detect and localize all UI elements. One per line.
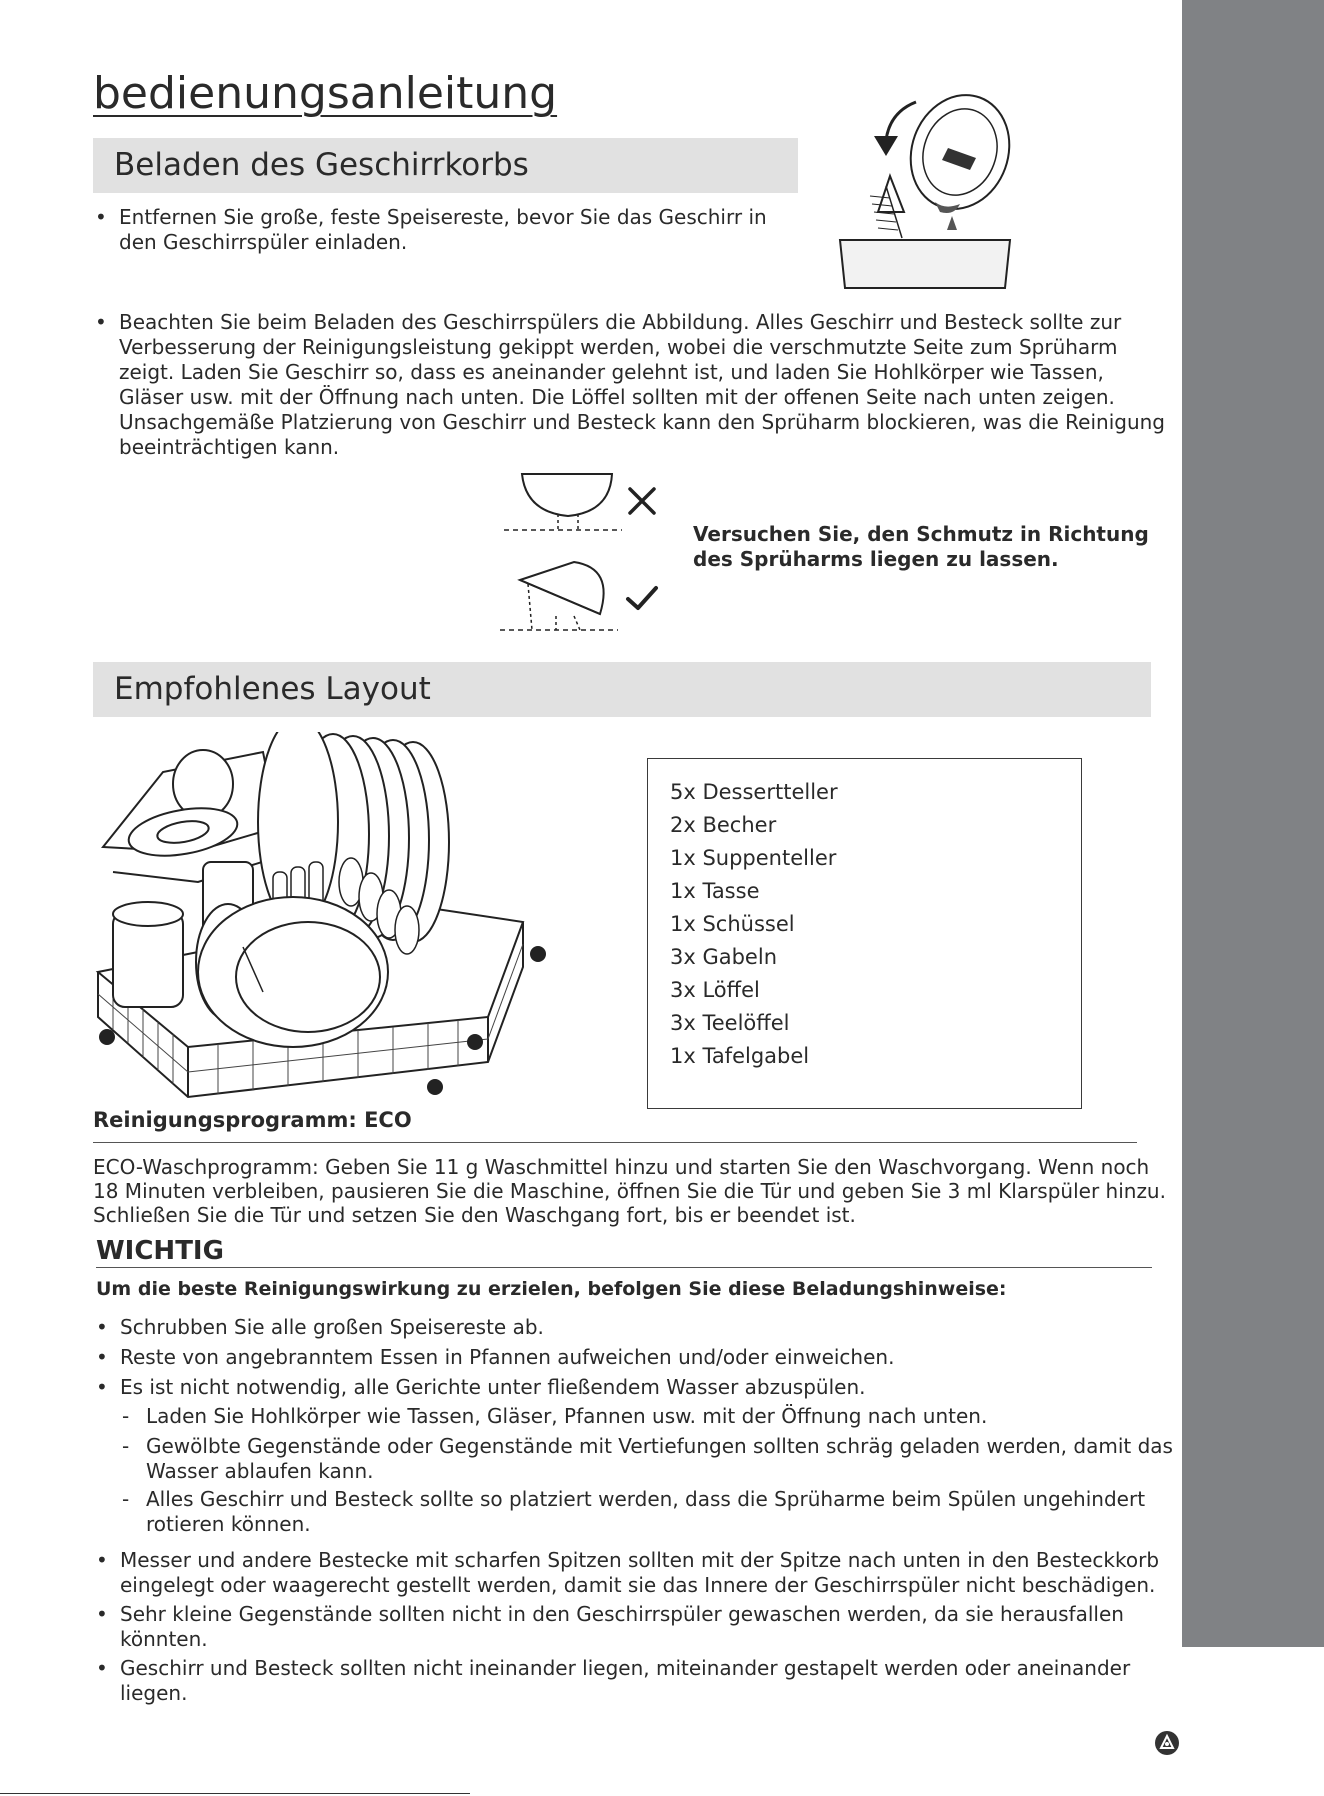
recommended-items-box xyxy=(647,758,1082,1109)
footer-line xyxy=(0,1793,470,1794)
important-bullet-2: • Reste von angebranntem Essen in Pfannen aufweichen und/oder einweichen. xyxy=(94,1345,1174,1370)
important-bullet-3: • Es ist nicht notwendig, alle Gerichte unter fließendem Wasser abzuspülen. xyxy=(94,1375,1174,1400)
loading-bullet-1: • Entfernen Sie große, feste Speisereste, bevor Sie das Geschirr in den Geschirrspüler einladen. xyxy=(93,205,808,255)
important-divider xyxy=(96,1267,1152,1268)
dishwasher-rack-illustration xyxy=(93,732,563,1112)
important-bullet-5: • Sehr kleine Gegenstände sollten nicht in den Geschirrspüler gewaschen werden, da sie herausfallen könnten. xyxy=(94,1602,1174,1652)
important-bullet-1: • Schrubben Sie alle großen Speisereste ab. xyxy=(94,1315,1174,1340)
eco-divider xyxy=(93,1142,1137,1143)
important-intro: Um die beste Reinigungswirkung zu erzielen, befolgen Sie diese Beladungshinweise: xyxy=(96,1278,1007,1300)
important-sub-3: - Alles Geschirr und Besteck sollte so platziert werden, dass die Sprüharme beim Spülen ungehindert rotieren können. xyxy=(120,1487,1182,1537)
important-sub-1: - Laden Sie Hohlkörper wie Tassen, Gläser, Pfannen usw. mit der Öffnung nach unten. xyxy=(120,1404,1182,1429)
side-color-bar xyxy=(1182,0,1324,1647)
inventory-item: 1x Tasse xyxy=(670,879,760,903)
inventory-item: 3x Teelöffel xyxy=(670,1011,790,1035)
inventory-item: 2x Becher xyxy=(670,813,777,837)
section-heading-layout: Empfohlenes Layout xyxy=(93,662,1151,717)
inventory-item: 3x Löffel xyxy=(670,978,760,1002)
cross-icon xyxy=(626,485,658,517)
loading-bullet-2: • Beachten Sie beim Beladen des Geschirrspülers die Abbildung. Alles Geschirr und Besteck sollte zur Verbesserung der Reinigungsleistung gekippt werden, wobei die verschmutzte Seite zum Sprüharm zeigt. Laden Sie Geschirr so, dass es aneinander gelehnt ist, und laden Sie Hohlkörper wie Tassen, Gläser usw. mit der Öffnung nach unten. Die Löffel sollten mit der offenen Seite nach unten zeigen. Unsachgemäße Platzierung von Geschirr und Besteck kann den Sprüharm blockieren, was die Reinigung beeinträchtigen kann. xyxy=(93,310,1173,460)
page-title: bedienungsanleitung xyxy=(93,68,558,119)
inventory-item: 3x Gabeln xyxy=(670,945,777,969)
bowl-wrong-illustration xyxy=(500,470,630,535)
important-heading: WICHTIG xyxy=(96,1236,224,1266)
section-heading-loading: Beladen des Geschirrkorbs xyxy=(93,138,798,193)
inventory-item: 5x Dessertteller xyxy=(670,780,838,804)
tip-text: Versuchen Sie, den Schmutz in Richtung des Sprüharms liegen zu lassen. xyxy=(693,522,1149,571)
inventory-item: 1x Tafelgabel xyxy=(670,1044,810,1068)
inventory-item: 1x Suppenteller xyxy=(670,846,837,870)
important-sub-2: - Gewölbte Gegenstände oder Gegenstände mit Vertiefungen sollten schräg geladen werden, damit das Wasser ablaufen kann. xyxy=(120,1434,1182,1484)
important-bullet-4: • Messer und andere Bestecke mit scharfen Spitzen sollten mit der Spitze nach unten in den Besteckkorb eingelegt oder waagerecht gestellt werden, damit sie das Innere der Geschirrspüler nicht beschädigen. xyxy=(94,1548,1174,1598)
eco-heading: Reinigungsprogramm: ECO xyxy=(93,1108,412,1132)
bowl-correct-illustration xyxy=(496,560,626,635)
check-icon xyxy=(624,583,660,613)
eco-text: ECO-Waschprogramm: Geben Sie 11 g Waschmittel hinzu und starten Sie den Waschvorgang. Wenn noch 18 Minuten verbleiben, pausieren Sie die Maschine, öffnen Sie die Tür und geben Sie 3 ml Klarspüler hinzu. Schließen Sie die Tür und setzen Sie den Waschgang fort, bis er beendet ist. xyxy=(93,1155,1166,1227)
important-bullet-6: • Geschirr und Besteck sollten nicht ineinander liegen, miteinander gestapelt werden oder aneinander liegen. xyxy=(94,1656,1174,1706)
inventory-item: 1x Schüssel xyxy=(670,912,795,936)
brand-logo-icon xyxy=(1154,1730,1180,1756)
scrape-plate-illustration xyxy=(830,92,1030,292)
